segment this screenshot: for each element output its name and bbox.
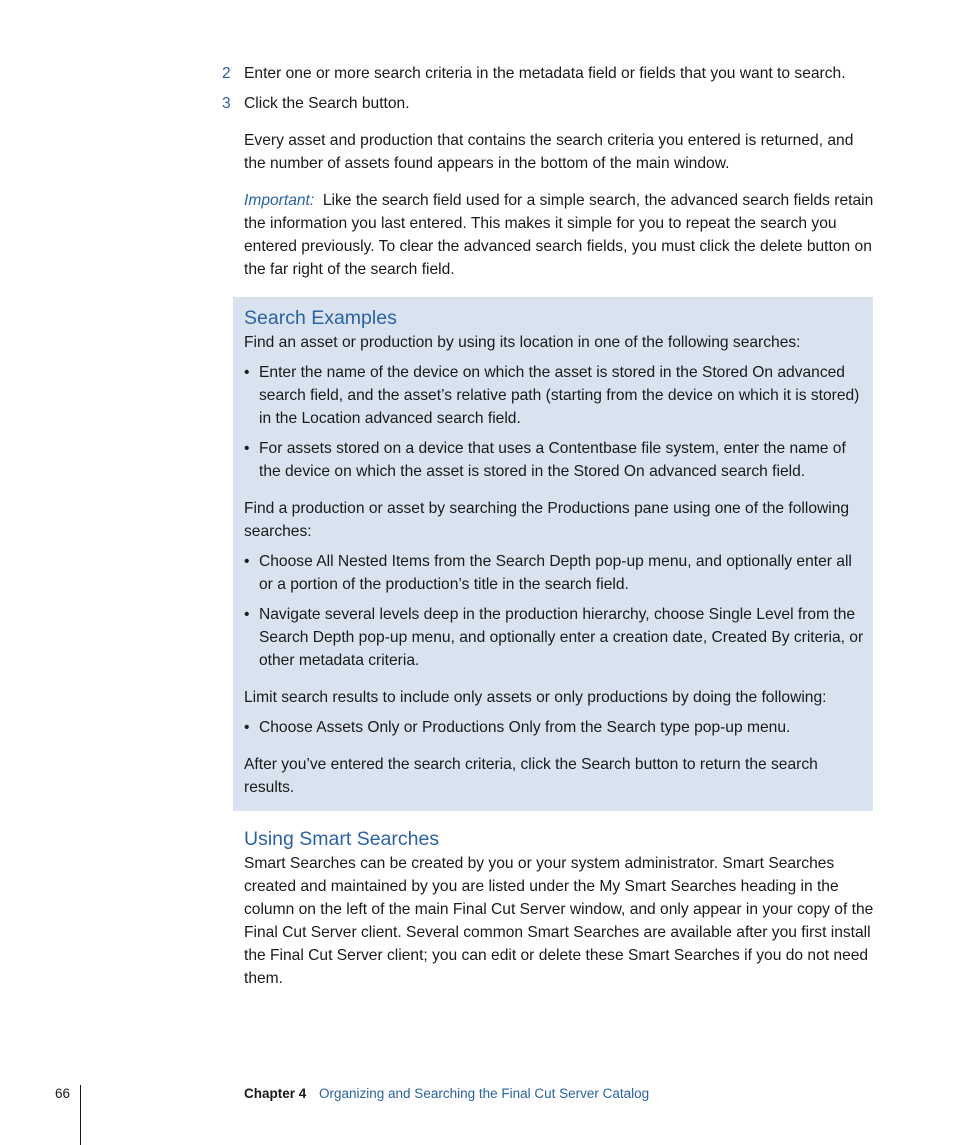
- bullet-text: Choose Assets Only or Productions Only from the Search type pop-up menu.: [259, 719, 791, 736]
- bullet-marker: •: [244, 719, 250, 736]
- bullet-marker: •: [244, 364, 250, 381]
- important-label: Important:: [244, 192, 315, 209]
- sidebar-closing: After you’ve entered the search criteria, click the Search button to return the search results.: [244, 756, 818, 796]
- results-paragraph: Every asset and production that contains the search criteria you entered is returned, and the number of assets found appears in the bottom of the main window.: [244, 132, 854, 172]
- step-text: Click the Search button.: [244, 95, 410, 112]
- step-number: 2: [222, 65, 231, 82]
- sidebar-intro-1: Find an asset or production by using its location in one of the following searches:: [244, 334, 801, 351]
- page-number: 66: [55, 1086, 71, 1101]
- bullet-marker: •: [244, 606, 250, 623]
- search-examples-heading: Search Examples: [244, 307, 397, 329]
- footer-divider: [80, 1085, 81, 1145]
- sidebar-intro-2: Find a production or asset by searching the Productions pane using one of the following searches:: [244, 500, 850, 540]
- footer-chapter-label: Chapter 4: [244, 1086, 307, 1101]
- footer-chapter-title: Organizing and Searching the Final Cut Server Catalog: [319, 1086, 650, 1101]
- bullet-text: Choose All Nested Items from the Search Depth pop-up menu, and optionally enter all or a portion of the production’s title in the search field.: [259, 553, 852, 593]
- bullet-text: Enter the name of the device on which the asset is stored in the Stored On advanced search field, and the asset’s relative path (starting from the device on which it is stored) in the Location advanced search field.: [259, 364, 860, 427]
- smart-searches-heading: Using Smart Searches: [244, 828, 440, 850]
- bullet-text: Navigate several levels deep in the production hierarchy, choose Single Level from the Search Depth pop-up menu, and optionally enter a creation date, Created By criteria, or other metadata criteria.: [259, 606, 864, 669]
- step-text: Enter one or more search criteria in the metadata field or fields that you want to search.: [244, 65, 846, 82]
- important-note: [244, 189, 876, 281]
- bullet-text: For assets stored on a device that uses a Contentbase file system, enter the name of the device on which the asset is stored in the Stored On advanced search field.: [259, 440, 846, 480]
- bullet-marker: •: [244, 553, 250, 570]
- step-number: 3: [222, 95, 231, 112]
- smart-searches-body: Smart Searches can be created by you or your system administrator. Smart Searches created and maintained by you are listed under the My Smart Searches heading in the column on the left of the main Final Cut Server window, and only appear in your copy of the Final Cut Server client. Several common Smart Searches are available after you first install the Final Cut Server client; you can edit or delete these Smart Searches if you do not need them.: [244, 855, 874, 987]
- sidebar-intro-3: Limit search results to include only assets or only productions by doing the following:: [244, 689, 827, 706]
- bullet-marker: •: [244, 440, 250, 457]
- important-text: Like the search field used for a simple search, the advanced search fields retain the information you last entered. This makes it simple for you to repeat the search you entered previously. To clear the advanced search fields, you must click the delete button on the far right of the search field.: [244, 192, 874, 278]
